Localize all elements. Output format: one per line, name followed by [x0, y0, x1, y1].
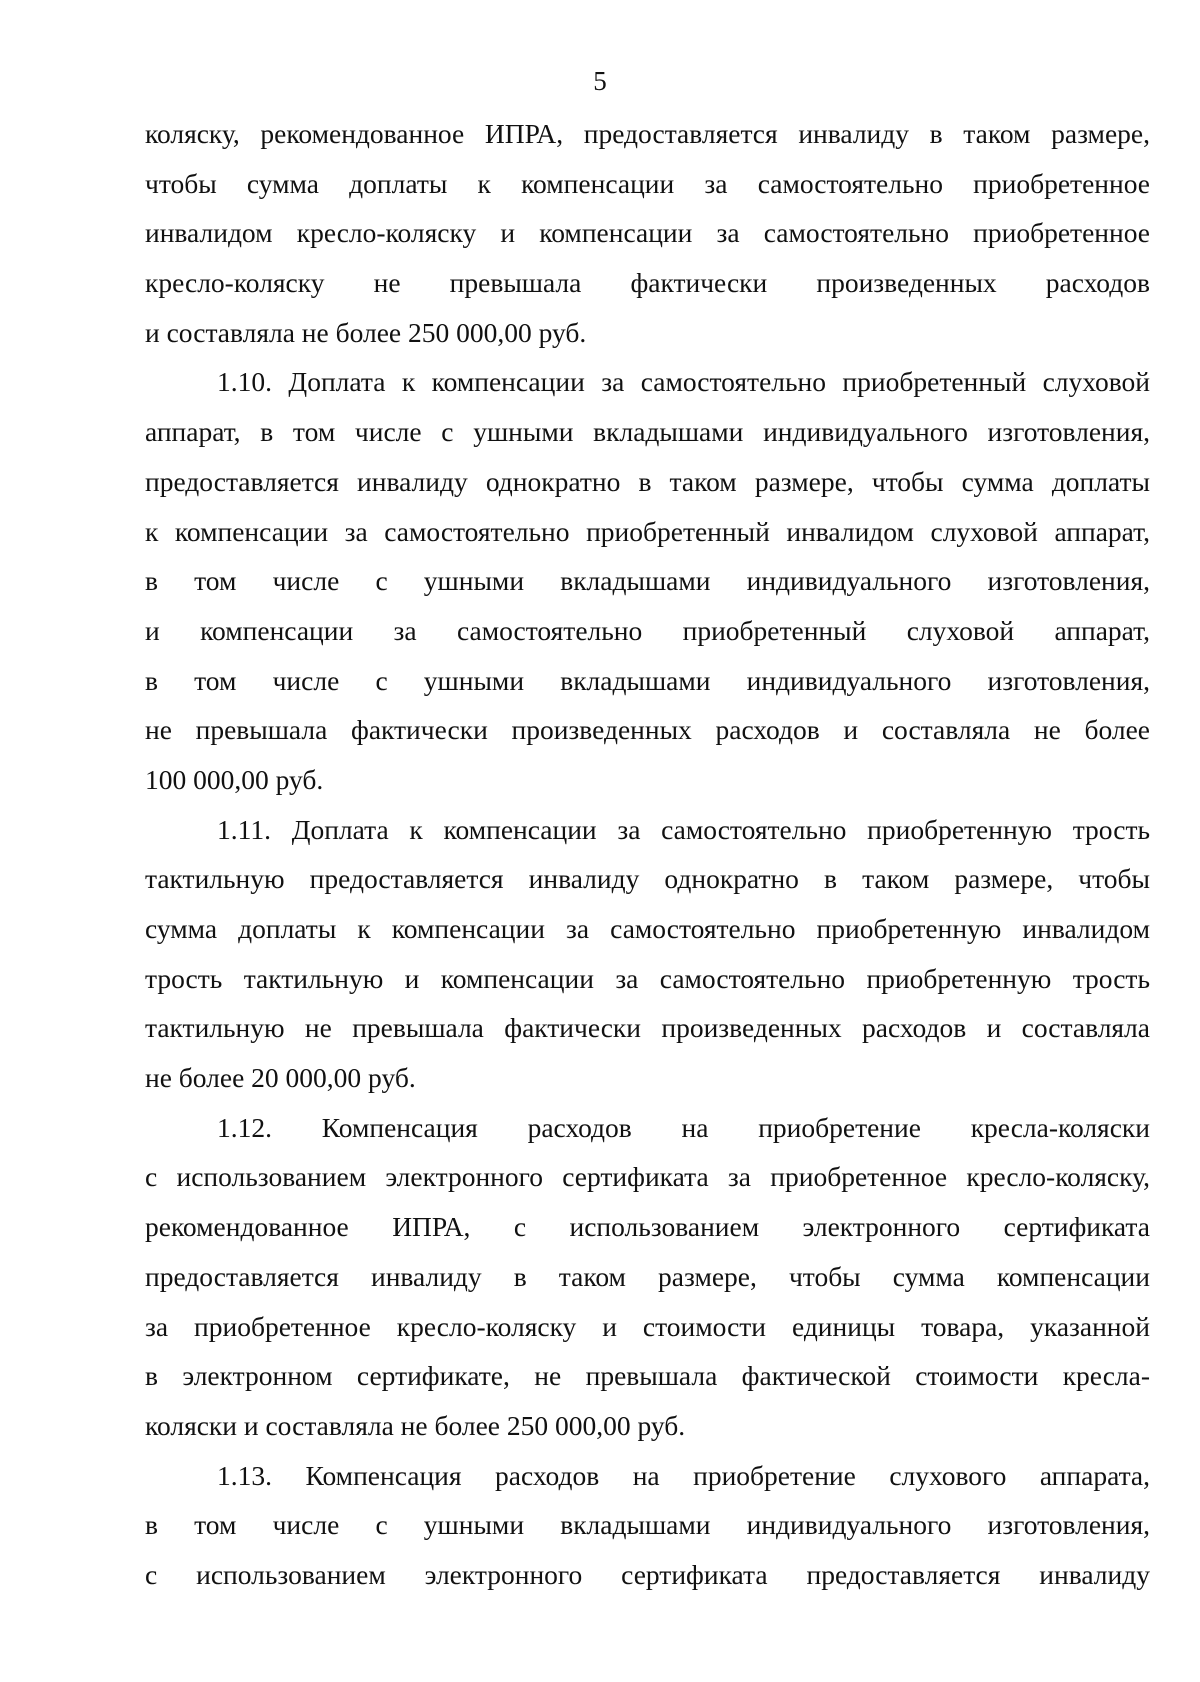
paragraph-1-10-first-line: 1.10. Доплата к компенсации за самостоятельно приобретенный слуховой [217, 366, 1150, 398]
text-line: коляску, рекомендованное ИПРА, предоставляется инвалиду в таком размере, [145, 118, 1150, 149]
text-line: чтобы сумма доплаты к компенсации за самостоятельно приобретенное [145, 167, 1150, 199]
text-line: с использованием электронного сертификата предоставляется инвалиду [145, 1558, 1150, 1590]
text-line: рекомендованное ИПРА, с использованием электронного сертификата [145, 1211, 1150, 1243]
text-line: аппарат, в том числе с ушными вкладышами индивидуального изготовления, [145, 416, 1150, 448]
text-line: 100 000,00 руб. [145, 763, 324, 795]
text-line: предоставляется инвалиду однократно в таком размере, чтобы сумма доплаты [145, 465, 1150, 497]
text-line: тактильную предоставляется инвалиду однократно в таком размере, чтобы [145, 863, 1150, 895]
text-line: инвалидом кресло-коляску и компенсации за самостоятельно приобретенное [145, 217, 1150, 249]
document-body [145, 109, 1150, 1600]
text-line: в том числе с ушными вкладышами индивидуального изготовления, [145, 664, 1150, 696]
text-line: кресло-коляску не превышала фактически произведенных расходов [145, 267, 1150, 299]
page-number: 5 [593, 66, 607, 96]
text-line: в том числе с ушными вкладышами индивидуального изготовления, [145, 1509, 1150, 1541]
text-line: в том числе с ушными вкладышами индивидуального изготовления, [145, 565, 1150, 597]
text-line: и составляла не более 250 000,00 руб. [145, 316, 587, 348]
text-line: к компенсации за самостоятельно приобретенный инвалидом слуховой аппарат, [145, 515, 1150, 547]
text-line: трость тактильную и компенсации за самостоятельно приобретенную трость [145, 962, 1150, 994]
text-line: сумма доплаты к компенсации за самостоятельно приобретенную инвалидом [145, 913, 1150, 944]
text-line: не превышала фактически произведенных расходов и составляла не более [145, 714, 1150, 746]
text-line: предоставляется инвалиду в таком размере, чтобы сумма компенсации [145, 1260, 1150, 1292]
text-line: коляски и составляла не более 250 000,00 руб. [145, 1409, 686, 1441]
text-line: тактильную не превышала фактически произведенных расходов и составляла [145, 1012, 1150, 1044]
text-line: с использованием электронного сертификата за приобретенное кресло-коляску, [145, 1161, 1150, 1193]
text-line: и компенсации за самостоятельно приобретенный слуховой аппарат, [145, 614, 1150, 646]
paragraph-1-13-first-line: 1.13. Компенсация расходов на приобретение слухового аппарата, [217, 1459, 1150, 1491]
text-line: в электронном сертификате, не превышала фактической стоимости кресла- [145, 1360, 1150, 1392]
paragraph-1-12-first-line: 1.12. Компенсация расходов на приобретение кресла-коляски [217, 1111, 1150, 1143]
text-line: за приобретенное кресло-коляску и стоимости единицы товара, указанной [145, 1310, 1150, 1342]
text-line: не более 20 000,00 руб. [145, 1062, 416, 1094]
paragraph-1-11-first-line: 1.11. Доплата к компенсации за самостоятельно приобретенную трость [217, 813, 1150, 845]
